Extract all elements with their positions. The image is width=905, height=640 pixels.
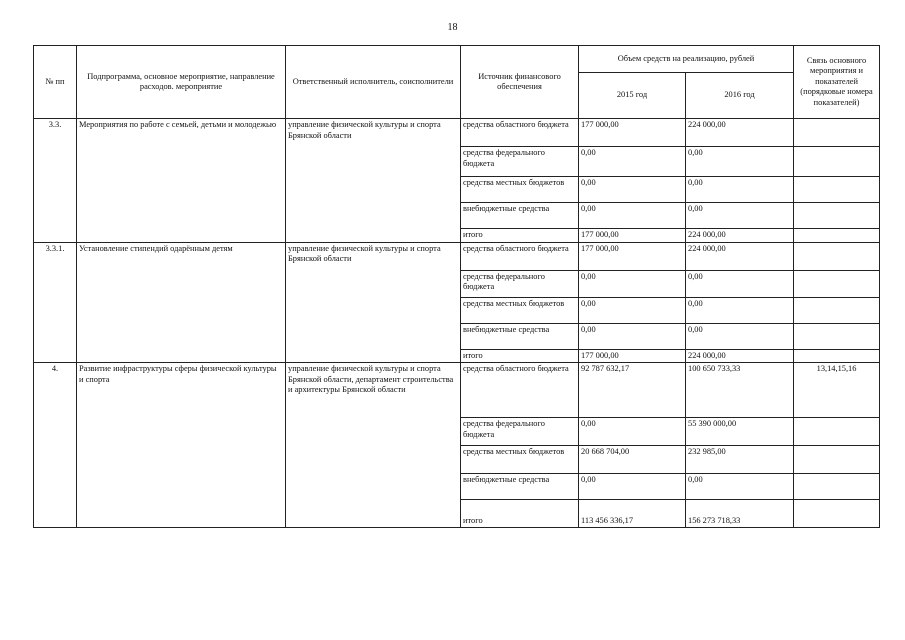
amount-2015: 0,00 [579, 147, 686, 177]
indicator-cell-empty [794, 147, 880, 177]
amount-2015: 177 000,00 [579, 229, 686, 243]
amount-2016: 224 000,00 [686, 349, 794, 363]
header-2015: 2015 год [579, 73, 686, 119]
table-row [34, 242, 880, 270]
funding-source: средства федерального бюджета [461, 418, 579, 446]
amount-2016: 224 000,00 [686, 242, 794, 270]
header-source: Источник финансового обеспечения [461, 46, 579, 119]
amount-2015: 0,00 [579, 297, 686, 323]
amount-2016: 0,00 [686, 474, 794, 500]
indicator-cell-empty [794, 349, 880, 363]
amount-2015: 113 456 336,17 [579, 500, 686, 528]
header-executor: Ответственный исполнитель, соисполнители [286, 46, 461, 119]
table-body [34, 119, 880, 528]
funding-source: средства федерального бюджета [461, 147, 579, 177]
header-link: Связь основного мероприятия и показателей (порядковые номера показателей) [794, 46, 880, 119]
amount-2015: 177 000,00 [579, 119, 686, 147]
amount-2015: 0,00 [579, 177, 686, 203]
indicator-numbers: 13,14,15,16 [794, 363, 880, 418]
indicator-cell-empty [794, 474, 880, 500]
amount-2016: 232 985,00 [686, 446, 794, 474]
indicator-cell-empty [794, 270, 880, 297]
indicator-cell-empty [794, 203, 880, 229]
funding-source: внебюджетные средства [461, 323, 579, 349]
header-volume: Объем средств на реализацию, рублей [579, 46, 794, 73]
amount-2015: 92 787 632,17 [579, 363, 686, 418]
group-name: Установление стипендий одарённым детям [77, 242, 286, 363]
amount-2016: 100 650 733,33 [686, 363, 794, 418]
amount-2015: 177 000,00 [579, 349, 686, 363]
amount-2016: 0,00 [686, 297, 794, 323]
amount-2016: 0,00 [686, 147, 794, 177]
funding-source: внебюджетные средства [461, 474, 579, 500]
header-2016: 2016 год [686, 73, 794, 119]
funding-source: средства местных бюджетов [461, 446, 579, 474]
budget-table [33, 45, 880, 528]
funding-source: средства федерального бюджета [461, 270, 579, 297]
group-num: 3.3.1. [34, 242, 77, 363]
amount-2015: 0,00 [579, 323, 686, 349]
amount-2016: 224 000,00 [686, 119, 794, 147]
funding-source: внебюджетные средства [461, 203, 579, 229]
amount-2015: 0,00 [579, 474, 686, 500]
header-subprogram: Подпрограмма, основное мероприятие, направление расходов. мероприятие [77, 46, 286, 119]
amount-2016: 224 000,00 [686, 229, 794, 243]
amount-2016: 0,00 [686, 270, 794, 297]
amount-2016: 55 390 000,00 [686, 418, 794, 446]
total-label: итого [461, 349, 579, 363]
amount-2015: 177 000,00 [579, 242, 686, 270]
group-num: 4. [34, 363, 77, 528]
indicator-cell-empty [794, 177, 880, 203]
funding-source: средства областного бюджета [461, 119, 579, 147]
funding-source: средства областного бюджета [461, 363, 579, 418]
indicator-cell-empty [794, 323, 880, 349]
amount-2016: 156 273 718,33 [686, 500, 794, 528]
group-executor: управление физической культуры и спорта Брянской области [286, 119, 461, 243]
page-number: 18 [447, 22, 458, 33]
amount-2016: 0,00 [686, 323, 794, 349]
funding-source: средства местных бюджетов [461, 297, 579, 323]
total-label: итого [461, 500, 579, 528]
header-num: № пп [34, 46, 77, 119]
amount-2016: 0,00 [686, 177, 794, 203]
total-label: итого [461, 229, 579, 243]
amount-2015: 0,00 [579, 270, 686, 297]
indicator-cell-empty [794, 418, 880, 446]
table-row [34, 363, 880, 418]
indicator-numbers [794, 119, 880, 147]
amount-2015: 0,00 [579, 203, 686, 229]
indicator-numbers [794, 242, 880, 270]
group-executor: управление физической культуры и спорта Брянской области [286, 242, 461, 363]
indicator-cell-empty [794, 229, 880, 243]
group-name: Развитие инфраструктуры сферы физической культуры и спорта [77, 363, 286, 528]
group-name: Мероприятия по работе с семьей, детьми и молодежью [77, 119, 286, 243]
indicator-cell-empty [794, 297, 880, 323]
funding-source: средства местных бюджетов [461, 177, 579, 203]
funding-source: средства областного бюджета [461, 242, 579, 270]
table-row [34, 119, 880, 147]
table-header [34, 46, 880, 119]
amount-2015: 0,00 [579, 418, 686, 446]
group-executor: управление физической культуры и спорта Брянской области, департамент строительства и архитектуры Брянской области [286, 363, 461, 528]
group-num: 3.3. [34, 119, 77, 243]
indicator-cell-empty [794, 500, 880, 528]
indicator-cell-empty [794, 446, 880, 474]
amount-2015: 20 668 704,00 [579, 446, 686, 474]
amount-2016: 0,00 [686, 203, 794, 229]
